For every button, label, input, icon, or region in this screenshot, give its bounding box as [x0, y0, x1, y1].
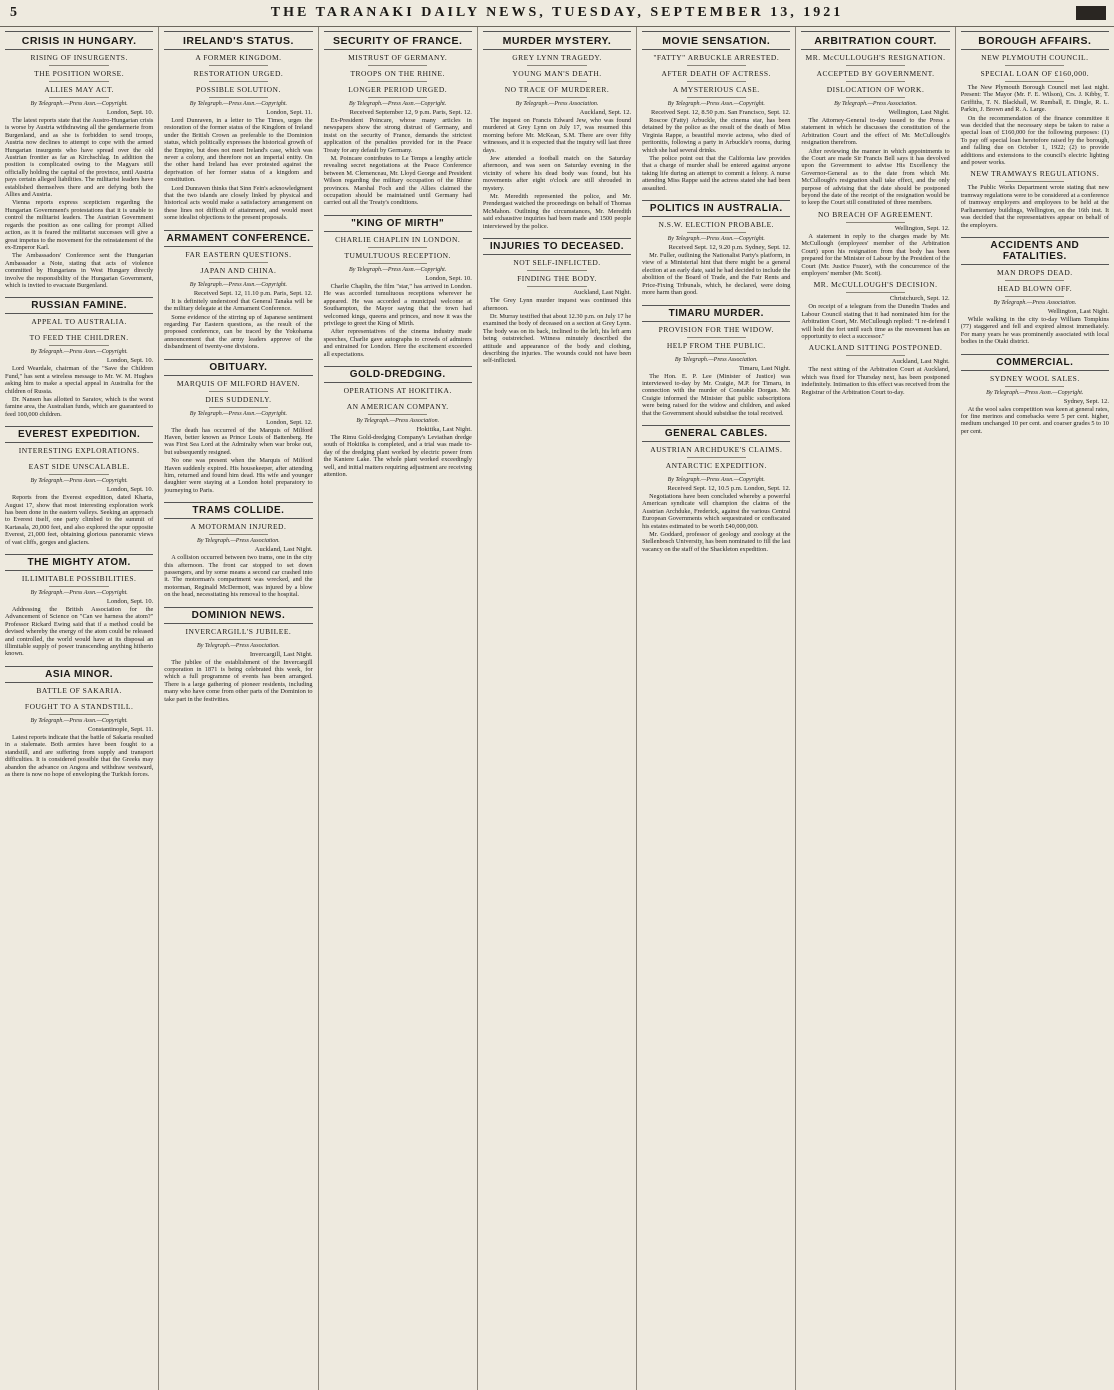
rule-divider — [1005, 386, 1064, 387]
article-subheading: THE POSITION WORSE. — [34, 69, 125, 78]
article — [164, 31, 312, 222]
article-subheading: JAPAN AND CHINA. — [200, 265, 277, 275]
article-subheading: MAN DROPS DEAD. — [997, 267, 1073, 277]
body-paragraph: The jubilee of the establishment of the Invercargill corporation in 1871 is being celebrated this week, for which a full programme of events has been arranged. There is a large gathering of pioneer residents, including many who have come from other parts of the Dominion to take part in the festivities. — [164, 658, 313, 703]
dateline: Wellington, Sept. 12. — [894, 224, 950, 232]
body-paragraph: Dr. Nansen has allotted to Saratov, which is the worst famine area, the Australian funds, which are guaranteed to feed 100,000 children. — [5, 395, 154, 418]
article-headline: IRELAND'S STATUS. — [164, 31, 312, 50]
dateline: Wellington, Last Night. — [1047, 307, 1109, 315]
rule-divider — [1005, 181, 1064, 182]
body-paragraph: The Public Works Department wrote stating that new tramway regulations were to be considered at a conference of tramway employers and employees to be held at the Parliamentary buildings, Wellington, on the 16th inst. It was decided that the representatives appear on behalf of the employers. — [960, 184, 1109, 229]
dateline: London, Sept. 10. — [106, 598, 154, 606]
rule-divider — [209, 534, 268, 535]
body-paragraph: The inquest on Francis Edward Jew, who was found murdered at Grey Lynn on July 17, was resumed this morning before Mr. McKean, S.M. There are over fifty witnesses, and it is expected that the inquiry will last three days. — [482, 117, 632, 154]
article-headline: ASIA MINOR. — [5, 666, 153, 683]
body-paragraph: Vienna reports express scepticism regarding the Hungarian Government's protestations that it is unable to control the militarist leaders. The Austrian Government regards the position as one calling for prompt Allied action, as it is feared the militarist successes will give a great impetus to the movement for the reinstatement of the ex-Emperor Karl. — [5, 199, 154, 251]
rule-divider — [209, 391, 268, 392]
column-2 — [159, 27, 318, 1390]
column-4 — [478, 27, 637, 1390]
article-subheading: POSSIBLE SOLUTION. — [196, 85, 281, 94]
body-paragraph: Lord Weardale, chairman of the "Save the Children Fund," has sent a wireless message to Mr. W. M. Hughes asking him to make a special appeal in Australia for the children of Russia. — [5, 365, 154, 395]
article — [164, 607, 312, 703]
byline: By Telegraph.—Press Assn.—Copyright. — [30, 349, 128, 356]
article-subheading: APPEAL TO AUSTRALIA. — [31, 317, 127, 327]
dateline: Auckland, Last Night. — [254, 546, 313, 554]
article-subheading: SPECIAL LOAN OF £160,000. — [980, 69, 1090, 78]
article-subheading: PROVISION FOR THE WIDOW. — [658, 324, 774, 334]
body-paragraph: Latest reports indicate that the battle of Sakaria resulted in a stalemate. Both armies have been fought to a standstill, and are suffering from supply and transport difficulties. It is considered possible that the Greeks may abandon the advance on Angora and withdraw westward, as there is now no hope of enveloping the Turkish forces. — [5, 733, 154, 778]
body-paragraph: The Ambassadors' Conference sent the Hungarian Ambassador a Note, stating that acts of violence committed by Hungarians in West Hungary directly involve the responsibility of the Hungarian Government, which is invited to evacuate Burgenland. — [5, 252, 154, 289]
dateline: Received Sept. 12, 8.50 p.m. San Francisco, Sept. 12. — [651, 109, 791, 116]
column-1 — [0, 27, 159, 1390]
rule-divider — [368, 398, 427, 399]
byline: By Telegraph.—Press Assn.—Copyright. — [30, 590, 128, 597]
article — [801, 210, 949, 277]
article-subheading: RISING OF INSURGENTS. — [30, 53, 128, 62]
rule-divider — [368, 81, 427, 82]
rule-divider — [527, 286, 586, 287]
rule-divider — [209, 97, 268, 98]
dateline: Received Sept. 12, 11.10 p.m. Paris, Sept. 12. — [193, 289, 313, 297]
byline: By Telegraph.—Press Assn.—Copyright. — [349, 266, 447, 273]
column-6 — [796, 27, 955, 1390]
article-headline: BOROUGH AFFAIRS. — [961, 31, 1109, 50]
article-subheading: INVERCARGILL'S JUBILEE. — [185, 626, 292, 636]
rule-divider — [1005, 296, 1064, 297]
article-headline: MURDER MYSTERY. — [483, 31, 631, 50]
rule-divider — [49, 586, 108, 587]
rule-divider — [49, 458, 108, 459]
article-subheading: ANTARCTIC EXPEDITION. — [665, 460, 767, 470]
rule-divider — [49, 698, 108, 699]
masthead-title: THE TARANAKI DAILY NEWS, TUESDAY, SEPTEMBER 13, 1921 — [270, 5, 844, 20]
column-5 — [637, 27, 796, 1390]
article-headline: ARMAMENT CONFERENCE. — [164, 230, 312, 247]
article-subheading: DIES SUDDENLY. — [205, 394, 272, 404]
byline: By Telegraph.—Press Assn.—Copyright. — [30, 717, 128, 724]
article — [5, 554, 153, 658]
rule-divider — [49, 65, 108, 66]
dateline: Received Sept. 12, 9.20 p.m. Sydney, Sept. 12. — [668, 244, 791, 252]
body-paragraph: The Attorney-General to-day issued to the Press a statement in which he discusses the constitution of the Arbitration Court and the effect of Mr. McCullough's resignation therefrom. — [801, 117, 950, 147]
article — [961, 237, 1109, 346]
article-subheading: HELP FROM THE PUBLIC. — [666, 340, 766, 350]
rule-divider — [1005, 65, 1064, 66]
body-paragraph: On the recommendation of the finance committee it was decided that the necessary steps be taken to raise a special loan of £160,000 for the following purposes: (1) To pay off special loan heretofore raised by the borough, and falling due on October 1, 1922; (2) to provide additions and extensions to the council's electric lighting and power works. — [960, 114, 1109, 167]
article-headline: EVEREST EXPEDITION. — [5, 426, 153, 443]
article-subheading: ALLIES MAY ACT. — [44, 85, 114, 94]
article — [324, 31, 472, 207]
article — [961, 354, 1109, 436]
page-number: 5 — [10, 5, 20, 20]
article-subheading: ACCEPTED BY GOVERNMENT. — [816, 69, 935, 78]
rule-divider — [209, 278, 268, 279]
article-subheading: YOUNG MAN'S DEATH. — [512, 69, 602, 78]
article-headline: MOVIE SENSATION. — [642, 31, 790, 50]
article — [483, 31, 631, 230]
rule-divider — [1005, 81, 1064, 82]
article-headline: ARBITRATION COURT. — [801, 31, 949, 50]
dateline: London, Sept. 12. — [266, 418, 313, 426]
byline: By Telegraph.—Press Assn.—Copyright. — [986, 389, 1084, 396]
rule-divider — [846, 222, 905, 223]
body-paragraph: Charlie Chaplin, the film "star," has arrived in London. He was accorded tumultuous receptions wherever he appeared. He was accorded a municipal welcome at Southampton, the Mayor saying that the town had welcomed kings, queens and princes, and now it was the privilege to greet the King of Mirth. — [323, 282, 472, 327]
article-subheading: BATTLE OF SAKARIA. — [36, 685, 122, 695]
dateline: Auckland, Last Night. — [573, 289, 632, 297]
article-headline: "KING OF MIRTH" — [324, 215, 472, 232]
article-subheading: MR. McCULLOUGH'S RESIGNATION. — [805, 53, 946, 62]
byline: By Telegraph.—Press Assn.—Copyright. — [667, 101, 765, 107]
article-subheading: HEAD BLOWN OFF. — [997, 283, 1073, 293]
article-subheading: NEW PLYMOUTH COUNCIL. — [981, 53, 1089, 62]
article-subheading: AUSTRIAN ARCHDUKE'S CLAIMS. — [650, 444, 783, 454]
body-paragraph: The police point out that the California law provides that a charge of murder shall be entered against anyone taking life during an attempt to commit a felony. A nurse attending Miss Rappe said the actress stated she had been assaulted. — [642, 155, 791, 192]
rule-divider — [687, 232, 746, 233]
body-paragraph: Some evidence of the stirring up of Japanese sentiment regarding Far Eastern questions, as the result of the proposed conference, can be traced by the Yokohama announcement that the army leaders approve of the disbandment of twenty-one divisions. — [164, 313, 313, 351]
rule-divider — [368, 97, 427, 98]
body-paragraph: Lord Dunraven, in a letter to The Times, urges the restoration of the former status of the Kingdom of Ireland under the British Crown as preferable to the Dominion status, which politically expresses the historical growth of the Empire, but does not meet Ireland's case, which was never a colony, and therefore not an imperial entity. On the other hand Ireland has ever protested against the deprivation of her former status of a kingdom and constitution. — [164, 117, 313, 184]
article-headline: OBITUARY. — [164, 359, 312, 376]
article-headline: THE MIGHTY ATOM. — [5, 554, 153, 571]
byline: By Telegraph.—Press Assn.—Copyright. — [189, 101, 288, 107]
dateline: Constantinople, Sept. 11. — [87, 725, 154, 733]
rule-divider — [368, 65, 427, 66]
masthead — [0, 0, 1114, 27]
byline: By Telegraph.—Press Association. — [197, 642, 280, 649]
article-subheading: OPERATIONS AT HOKITIKA. — [343, 385, 452, 395]
article-subheading: AUCKLAND SITTING POSTPONED. — [808, 343, 943, 353]
dateline: London, Sept. 10. — [425, 274, 472, 282]
corner-mark — [1076, 6, 1106, 20]
article-headline: TRAMS COLLIDE. — [164, 502, 312, 519]
body-paragraph: Mr. Meredith represented the police, and Mr. Prendergast watched the proceedings on behalf of Thomas McMahon. Outlining the circumstances, Mr. Meredith said exhaustive inquiries had been made and 1500 people interviewed by the police. — [482, 193, 632, 230]
rule-divider — [687, 473, 746, 474]
article-headline: ACCIDENTS AND FATALITIES. — [961, 237, 1109, 265]
article-headline: POLITICS IN AUSTRALIA. — [642, 200, 790, 217]
byline: By Telegraph.—Press Association. — [674, 356, 758, 363]
dateline: London, Sept. 10. — [106, 357, 154, 365]
article-subheading: DISLOCATION OF WORK. — [826, 85, 925, 94]
columns — [0, 27, 1114, 1390]
article — [642, 305, 790, 417]
article — [164, 230, 312, 351]
article — [5, 31, 153, 289]
byline: By Telegraph.—Press Assn.—Copyright. — [667, 236, 765, 243]
rule-divider — [846, 81, 905, 82]
byline: By Telegraph.—Press Assn.—Copyright. — [189, 410, 288, 417]
rule-divider — [49, 329, 108, 330]
body-paragraph: While walking in the city to-day William Tompkins (77) staggered and fell and expired almost immediately. For many years he was prominently associated with local bodies in the Otaki district. — [960, 315, 1109, 346]
rule-divider — [209, 639, 268, 640]
article-headline: SECURITY OF FRANCE. — [324, 31, 472, 50]
rule-divider — [687, 81, 746, 82]
rule-divider — [209, 81, 268, 82]
article-headline: GENERAL CABLES. — [642, 425, 790, 442]
rule-divider — [527, 65, 586, 66]
rule-divider — [209, 65, 268, 66]
article-subheading: INTERESTING EXPLORATIONS. — [18, 446, 140, 456]
rule-divider — [687, 65, 746, 66]
article-headline: COMMERCIAL. — [961, 354, 1109, 371]
article-subheading: CHARLIE CHAPLIN IN LONDON. — [335, 234, 461, 244]
article-subheading: ILLIMITABLE POSSIBILITIES. — [21, 574, 137, 584]
article — [164, 359, 312, 495]
rule-divider — [846, 292, 905, 293]
article — [642, 31, 790, 192]
body-paragraph: Mr. Fuller, outlining the Nationalist Party's platform, in view of a Ministerial hint that there might be a general election at an early date, said he had decided to include the abolition of the Board of Trade, and the Fair Rents and Price-Fixing Tribunals, which, he declared, were doing more harm than good. — [642, 252, 791, 297]
article-subheading: AFTER DEATH OF ACTRESS. — [661, 69, 771, 78]
article-subheading: NO TRACE OF MURDERER. — [504, 85, 610, 94]
article-subheading: NO BREACH OF AGREEMENT. — [817, 209, 934, 219]
article — [5, 666, 153, 778]
article-subheading: EAST SIDE UNSCALABLE. — [28, 462, 130, 472]
rule-divider — [49, 474, 108, 475]
rule-divider — [846, 65, 905, 66]
article-subheading: A MOTORMAN INJURED. — [190, 522, 287, 532]
rule-divider — [49, 97, 108, 98]
article-subheading: TROOPS ON THE RHINE. — [350, 69, 445, 78]
article-subheading: "FATTY" ARBUCKLE ARRESTED. — [653, 53, 780, 62]
article-subheading: RESTORATION URGED. — [193, 69, 284, 78]
body-paragraph: The next sitting of the Arbitration Court at Auckland, which was fixed for Thursday next, has been postponed indefinitely. Intimation to this effect was received from the Registrar of the Arbitration Court to-day. — [801, 366, 950, 396]
body-paragraph: Negotiations have been concluded whereby a powerful American syndicate will champion the claims of the Austrian Archduke, Frederick, against the various Central European Governments which sequestrated or confiscated his estates estimated to be worth £40,000,000. — [642, 492, 791, 530]
body-paragraph: The latest reports state that the Austro-Hungarian crisis is worse by Austria withdrawing all the gendarmerie from Burgenland, and as she is forbidden to send troops, Austria now declines to attempt to cope with the armed Hungarian insurgents who have spread over the old Austrian frontier as far as Kirchschlag. In addition the position is complicated owing to the Magyars still officially holding the capital of the province, until Austria pays certain alleged liabilities. The militarist leaders have established themselves there and are defying both the Allies and Austria. — [5, 117, 154, 199]
article-subheading: MR. McCULLOUGH'S DECISION. — [813, 280, 938, 290]
body-paragraph: After reviewing the manner in which appointments to the Court are made Sir Francis Bell says it has devolved upon the Government to advise His Excellency the Governor-General as to the date from which Mr. McCullough's resignation shall take effect, and the only purpose of advising that the date should be postponed beyond the date of the receipt of the resignation would be to keep the Court still constituted of three members. — [801, 147, 950, 207]
article-subheading: TUMULTUOUS RECEPTION. — [344, 250, 451, 260]
article — [5, 297, 153, 418]
byline: By Telegraph.—Press Assn.—Copyright. — [30, 478, 128, 485]
dateline: London, Sept. 11. — [266, 109, 313, 116]
rule-divider — [49, 714, 108, 715]
body-paragraph: Reports from the Everest expedition, dated Kharta, August 17, show that most interesting exploration work has been done in the eastern valleys. Seeking an approach to Everest itself, one party climbed to the summit of Kartasala, 20,000 feet, and also explored the spur opposite Everest, 21,000 feet, obtaining glorious panoramic views of vast cliffs, gorges and glaciers. — [5, 494, 154, 546]
rule-divider — [687, 97, 746, 98]
dateline: Christchurch, Sept. 12. — [889, 295, 950, 303]
body-paragraph: No one was present when the Marquis of Milford Haven suddenly expired. His housekeeper, after attending him, returned and found him dead. His wife and younger daughter were staying at a London hotel preparatory to journeying to Paris. — [164, 457, 313, 494]
byline: By Telegraph.—Press Association. — [515, 101, 599, 107]
body-paragraph: Dr. Murray testified that about 12.30 p.m. on July 17 he examined the body of deceased on a section at Grey Lynn. The body was on its back, inclined to the left, his left arm being outstretched. Witness minutely described the attitude and appearance of the body and clothing, describing the injuries. The wounds could not have been self-inflicted. — [482, 312, 632, 365]
body-paragraph: On receipt of a telegram from the Dunedin Trades and Labour Council stating that it had nominated him for the Arbitration Court, Mr. McCullough replied: "I re-defend I will hold the fort until such time as the movement has an opportunity to elect a successor." — [801, 303, 950, 340]
article-subheading: AN AMERICAN COMPANY. — [346, 401, 449, 411]
rule-divider — [846, 97, 905, 98]
dateline: Auckland, Sept. 12. — [579, 109, 632, 116]
body-paragraph: M. Poincare contributes to Le Temps a lengthy article revealing secret negotiations at the Peace Conference between M. Clemenceau, Mr. Lloyd George and President Wilson regarding the military occupation of the Rhine provinces. Marshal Foch and the Allies claimed the occupation should be maintained until Germany had carried out all the Treaty's conditions. — [323, 155, 472, 207]
article-headline: INJURIES TO DECEASED. — [483, 238, 631, 255]
body-paragraph: Jew attended a football match on the Saturday afternoon, and was seen on Saturday evening in the vicinity of where his dead body was found, but his movements after eight o'clock are still shrouded in mystery. — [482, 155, 632, 192]
article-headline: DOMINION NEWS. — [164, 607, 312, 624]
byline: By Telegraph.—Press Assn.—Copyright. — [349, 101, 447, 107]
column-7 — [956, 27, 1114, 1390]
dateline: Received September 12, 9 p.m. Paris, Sept. 12. — [349, 109, 472, 116]
byline: By Telegraph.—Press Association. — [356, 417, 440, 424]
article-subheading: A MYSTERIOUS CASE. — [672, 85, 760, 94]
article-subheading: SYDNEY WOOL SALES. — [989, 373, 1080, 383]
rule-divider — [527, 270, 586, 271]
article-subheading: FAR EASTERN QUESTIONS. — [185, 249, 292, 259]
dateline: London, Sept. 10. — [106, 109, 154, 116]
byline: By Telegraph.—Press Association. — [834, 101, 917, 107]
dateline: London, Sept. 10. — [106, 486, 154, 494]
body-paragraph: The Rimu Gold-dredging Company's Leviathan dredge south of Hokitika is completed, and a trial was made to-day of the dredging plant worked by electric power from the Kaniere Lake. The whole plant worked exceedingly well, and initial matters requiring adjustment are receiving attention. — [323, 433, 472, 478]
article — [324, 215, 472, 358]
article — [5, 426, 153, 546]
rule-divider — [846, 355, 905, 356]
rule-divider — [368, 414, 427, 415]
article-subheading: NEW TRAMWAYS REGULATIONS. — [970, 169, 1100, 179]
dateline: Received Sept. 12, 10.5 p.m. London, Sept. 12. — [667, 484, 791, 492]
article-subheading: FOUGHT TO A STANDSTILL. — [24, 701, 134, 711]
rule-divider — [209, 407, 268, 408]
article-subheading: A FORMER KINGDOM. — [195, 53, 282, 62]
article-headline: GOLD-DREDGING. — [324, 366, 472, 383]
rule-divider — [687, 337, 746, 338]
article-subheading: MARQUIS OF MILFORD HAVEN. — [176, 378, 301, 388]
byline: By Telegraph.—Press Association. — [993, 299, 1077, 306]
article — [801, 31, 949, 207]
dateline: Hokitika, Last Night. — [416, 425, 472, 433]
article — [642, 200, 790, 296]
rule-divider — [49, 345, 108, 346]
rule-divider — [687, 457, 746, 458]
rule-divider — [687, 353, 746, 354]
body-paragraph: Lord Dunraven thinks that Sinn Fein's acknowledgment that the two islands are closely linked by physical and historical acts would make a satisfactory arrangement on these lines not difficult of attainment, and would meet some idealist objections to the present proposals. — [164, 184, 313, 222]
body-paragraph: The Grey Lynn murder inquest was continued this afternoon. — [482, 297, 632, 312]
byline: By Telegraph.—Press Assn.—Copyright. — [30, 101, 128, 107]
article-subheading: N.S.W. ELECTION PROBABLE. — [658, 220, 775, 230]
rule-divider — [49, 81, 108, 82]
body-paragraph: The Hon. E. P. Lee (Minister of Justice) was interviewed to-day by Mr. Craigie, M.P. for Timaru, in connection with the murder of Constable Dorgan. Mr. Craigie informed the Minister that public subscriptions were being raised for the widow and children, and asked that the Government should subsidise the total received. — [642, 372, 791, 417]
byline: By Telegraph.—Press Assn.—Copyright. — [667, 476, 765, 483]
rule-divider — [527, 97, 586, 98]
body-paragraph: Addressing the British Association for the Advancement of Science on "Can we harness the atom?" Professor Rickard Ewing said that if a method could be devised whereby the energy of the atom could be released and controlled, the world would have at its disposal an illimitable supply of power transcending anything hitherto known. — [5, 606, 154, 658]
body-paragraph: Ex-President Poincare, whose many articles in newspapers show the strong distrust of Germany, and insist on the security of France, demands the strictest application of the penalties provided for in the Peace Treaty for any default by Germany. — [323, 117, 472, 154]
dateline: Wellington, Last Night. — [888, 109, 950, 116]
body-paragraph: The death has occurred of the Marquis of Milford Haven, better known as Prince Louis of Battenberg. He was First Sea Lord at the Admiralty when war broke out, but subsequently resigned. — [164, 426, 313, 456]
column-3 — [319, 27, 478, 1390]
article — [642, 425, 790, 553]
article-subheading: MISTRUST OF GERMANY. — [348, 53, 448, 62]
article-subheading: TO FEED THE CHILDREN. — [29, 333, 129, 343]
article — [961, 169, 1109, 228]
article-subheading: GREY LYNN TRAGEDY. — [512, 53, 602, 62]
rule-divider — [527, 81, 586, 82]
body-paragraph: Roscoe (Fatty) Arbuckle, the cinema star, has been detained by the police as the result of the death of Miss Virginia Rappe, a beautiful movie actress, who died of peritonitis, following a party in Arbuckle's rooms, during which she had several drinks. — [642, 117, 791, 154]
body-paragraph: The New Plymouth Borough Council met last night. Present: The Mayor (Mr. F. E. Wilson), Crs. J. Kibby, T. Griffiths, T. N. Blackhall, W. Rumball, E. Dingle, R. L. Parkin, J. Brown and R. A. Large. — [960, 84, 1109, 114]
byline: By Telegraph.—Press Assn.—Copyright. — [189, 281, 288, 288]
byline: By Telegraph.—Press Association. — [197, 538, 280, 545]
article-subheading: FINDING THE BODY. — [517, 274, 597, 284]
body-paragraph: Mr. Goddard, professor of geology and zoology at the Stellenbosch University, has been nominated to fill the last vacancy on the staff of the Shackleton expedition. — [642, 530, 791, 553]
article-headline: CRISIS IN HUNGARY. — [5, 31, 153, 50]
article-headline: RUSSIAN FAMINE. — [5, 297, 153, 314]
article-headline: TIMARU MURDER. — [642, 305, 790, 322]
body-paragraph: A collision occurred between two trams, one in the city this afternoon. The front car stopped to set down passengers, and by some means a second car crashed into it. The motorman's compartment was wrecked, and the motorman, Reginald McDermott, was injured by a blow on the head, necessitating his removal to the hospital. — [164, 554, 313, 599]
dateline: Invercargill, Last Night. — [249, 650, 313, 658]
article — [801, 343, 949, 396]
rule-divider — [368, 247, 427, 248]
article — [961, 31, 1109, 166]
rule-divider — [209, 262, 268, 263]
body-paragraph: After representatives of the cinema industry made speeches, Charlie gave autographs to crowds of admirers and entrained for London. Here the excitement exceeded all expectations. — [323, 328, 472, 358]
body-paragraph: A statement in reply to the charges made by Mr. McCullough (employees' member of the Arbitration Court) upon his resignation from that body has been prepared for the Minister of Labour by the President of the Court (Mr. Justice Frazer), with the concurrence of the employers' member (Mr. Scott). — [801, 232, 950, 277]
article — [324, 366, 472, 478]
rule-divider — [368, 263, 427, 264]
dateline: Timaru, Last Night. — [739, 364, 791, 372]
article — [164, 502, 312, 598]
article-subheading: NOT SELF-INFLICTED. — [513, 258, 601, 268]
rule-divider — [1005, 280, 1064, 281]
article — [801, 280, 949, 340]
body-paragraph: At the wool sales competition was keen at general rates, for fine merinos and comebacks were 5 per cent. higher, medium unchanged 10 per cent. and coarser grades 5 to 10 per cent. — [960, 405, 1109, 435]
article-subheading: LONGER PERIOD URGED. — [348, 85, 448, 94]
body-paragraph: It is definitely understood that General Tanaka will be the military delegate at the Armament Conference. — [164, 297, 313, 313]
article — [483, 238, 631, 365]
dateline: Sydney, Sept. 12. — [1063, 397, 1109, 405]
dateline: Auckland, Last Night. — [891, 358, 950, 366]
